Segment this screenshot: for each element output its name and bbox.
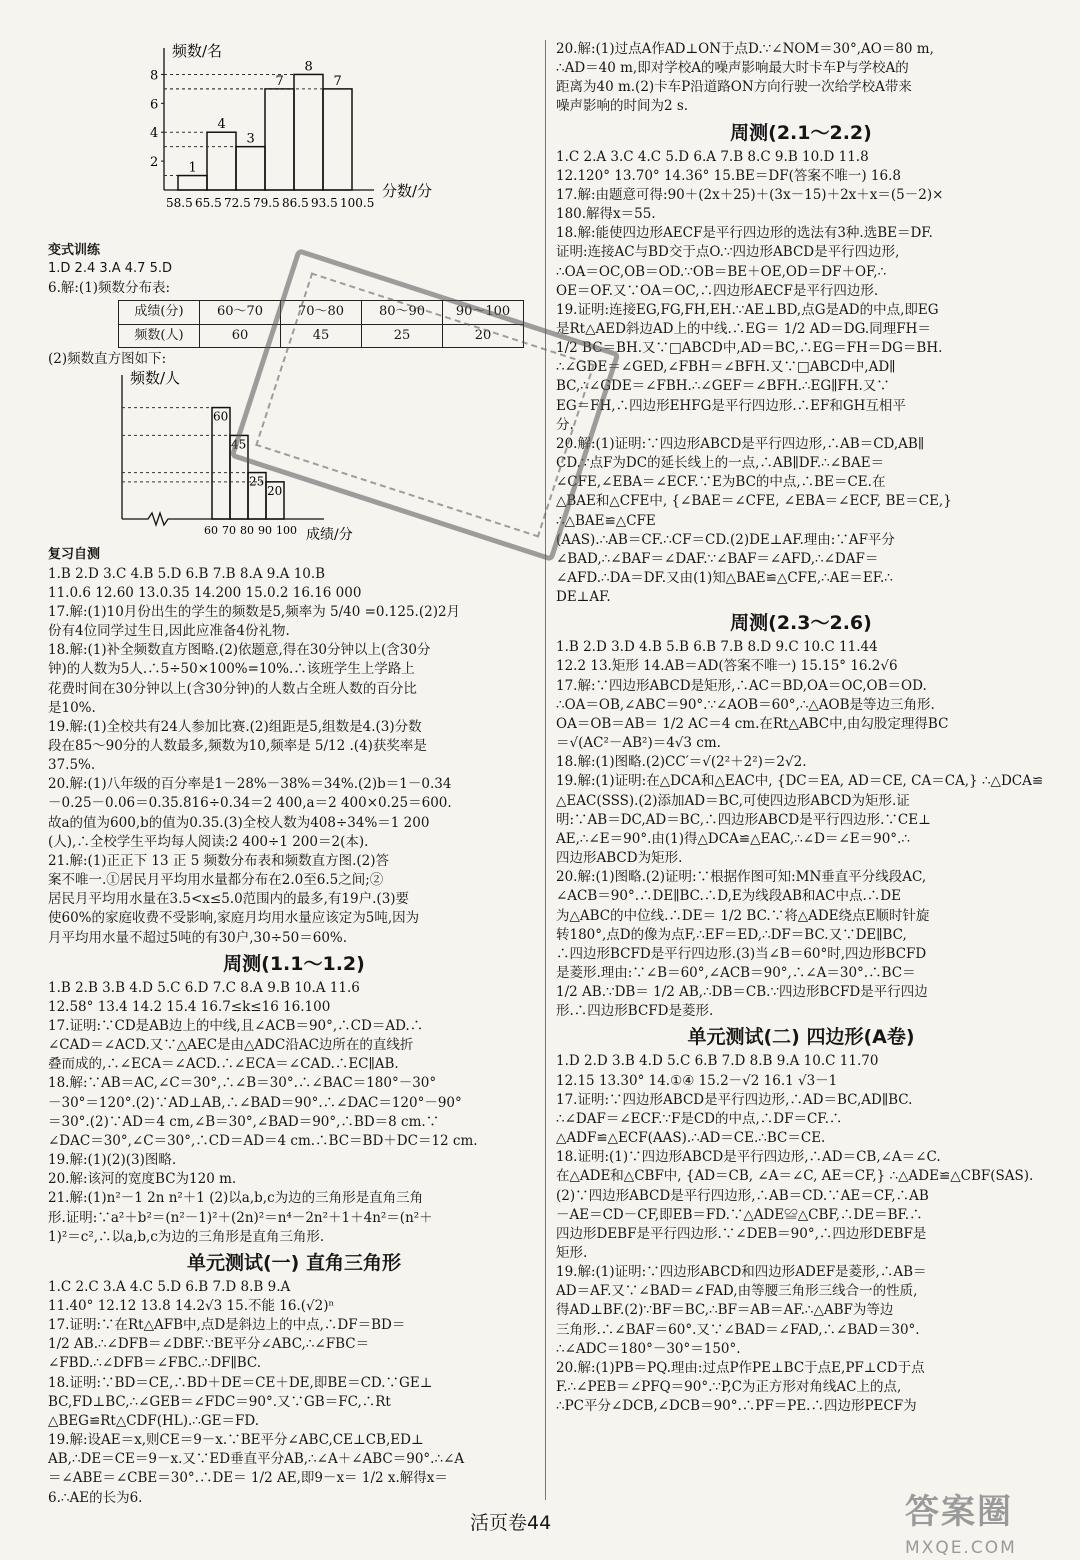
x-axis-label: 成绩/分	[306, 527, 353, 544]
week3-line: ∴四边形BCFD是平行四边形.(3)当∠B＝60°时,四边形BCFD	[556, 945, 927, 962]
week3-line: ＝√(AC²－AB²)＝4√3 cm.	[556, 735, 721, 752]
unit2-line: △ADF≌△ECF(AAS).∴AD＝CE.∴BC＝CE.	[556, 1130, 826, 1147]
table-cell: 25	[362, 324, 443, 347]
unit1-line: ＝∠ABE＝∠CBE＝30°.∴DE＝ 1/2 AE,即9－x＝ 1/2 x.解得x＝	[48, 1470, 448, 1487]
week3-line: OA＝OB＝AB＝ 1/2 AC＝4 cm.在Rt△ABC中,由勾股定理得BC	[556, 715, 949, 732]
week1-title: 周测(1.1～1.2)	[223, 952, 365, 975]
week1-line: 18.解:∵AB＝AC,∠C＝30°,∴∠B＝30°.∴∠BAC＝180°－30°	[48, 1075, 437, 1092]
week1-line: ＝30°.(2)∵AD＝4 cm,∠B＝30°,∠BAD＝90°,∴BD＝8 cm.∵	[48, 1113, 440, 1130]
week3-line: 明:∵AB＝DC,AD＝BC,∴四边形ABCD是平行四边形.∵CE⊥	[556, 811, 931, 828]
table-cell: 20	[443, 324, 524, 347]
review-title: 复习自测	[48, 547, 101, 563]
variant-title: 变式训练	[48, 243, 101, 258]
week3-answers	[556, 638, 1046, 1021]
unit2-line: F.∴∠PEB＝∠PFQ＝90°.∵P,C为正方形对角线AC上的点,	[556, 1379, 902, 1396]
unit2-line: 17.证明:∵四边形ABCD是平行四边形,∴AD＝BC,AD∥BC.	[556, 1091, 913, 1108]
week3-line: 转180°,点D的像为点F,∴EF＝ED,∴DF＝BC.又∵DE∥BC,	[556, 926, 907, 943]
table-cell: 70～80	[281, 301, 362, 324]
frequency-histogram-1	[108, 40, 498, 240]
column-divider	[545, 40, 546, 1500]
week2-answers	[556, 148, 1046, 608]
y-axis-label: 频数/名	[172, 42, 223, 60]
site-watermark	[905, 1488, 1017, 1560]
y-axis-label: 频数/人	[130, 369, 181, 388]
unit2-line: ∴∠ADC＝180°－30°＝150°.	[556, 1340, 741, 1357]
review-line: 11.0.6 12.60 13.0.35 14.200 15.0.2 16.16 000	[48, 584, 362, 601]
week3-line: 四边形ABCD为矩形.	[556, 850, 683, 867]
week2-line: 是Rt△AED斜边AD上的中线.∴EG＝ 1/2 AD＝DG.同理FH＝	[556, 321, 931, 337]
unit1-line: 18.证明:∵BD＝CE,∴BD＋DE＝CE＋DE,即BE＝CD.∵GE⊥	[48, 1374, 433, 1391]
unit1-line: BC,FD⊥BC,∴∠GEB＝∠FDC＝90°.又∵GB＝FC,∴Rt	[48, 1393, 391, 1410]
week3-line: 17.解:∵四边形ABCD是矩形,∴AC＝BD,OA＝OC,OB＝OD.	[556, 677, 927, 694]
unit1-title: 单元测试(一) 直角三角形	[187, 1251, 401, 1274]
x-tick-label: 72.5	[224, 196, 251, 210]
review-line: 使60%的家庭收费不受影响,家庭月均用水量应该定为5吨,因为	[48, 910, 420, 927]
review-line: 月平均用水量不超过5吨的有30户,30÷50＝60%.	[48, 929, 348, 946]
page-footer: 活页卷44	[470, 1512, 552, 1534]
week2-line: BC,∴∠GDE＝∠FBH.∴∠GEF＝∠BFH.∴EG∥FH.又∵	[556, 378, 890, 395]
review-line: 份有4位同学过生日,因此应准备4份礼物.	[48, 623, 290, 640]
unit1-line: 19.解:设AE＝x,则CE＝9－x.∵BE平分∠ABC,CE⊥CB,ED⊥	[48, 1432, 424, 1449]
table-cell: 90～100	[443, 301, 524, 324]
week2-line: ∠BAD,∴∠BAF＝∠DAF.∵∠BAF＝∠AFD,∴∠DAF＝	[556, 550, 879, 567]
week1-line: 叠而成的,∴∠ECA＝∠ACD.∴∠ECA＝∠CAD.∴EC∥AB.	[48, 1056, 399, 1073]
week3-line: 形.∴四边形BCFD是菱形.	[556, 1003, 714, 1020]
bar-value-label: 25	[249, 474, 265, 489]
review-line: 故a的值为600,b的值为0.35.(3)全校人数为408÷34%＝1 200	[48, 814, 430, 831]
histogram-bar	[265, 89, 294, 190]
week1-line: 20.解:该河的宽度BC为120 m.	[48, 1171, 237, 1188]
bar-value-label: 7	[275, 73, 284, 89]
histogram-bar	[236, 147, 265, 190]
x-tick-label: 100	[276, 524, 297, 538]
table-cell: 60	[200, 324, 281, 347]
week2-line: OE＝OF.又∵OA＝OC,∴四边形AECF是平行四边形.	[556, 282, 879, 299]
histogram-bar	[294, 74, 323, 190]
table-cell: 60～70	[200, 301, 281, 324]
week2-line: ∠AFD.∴DA＝DF.又由(1)知△BAE≌△CFE,∴AE＝EF.∴	[556, 570, 893, 587]
bar-value-label: 7	[333, 73, 342, 89]
week1-line: ∠DAC＝30°,∠C＝30°,∴CD＝AD＝4 cm.∴BC＝BD＋DC＝12 cm.	[48, 1132, 478, 1149]
unit1-line: 17.证明:∵在Rt△AFB中,点D是斜边上的中点,∴DF＝BD＝	[48, 1317, 406, 1334]
week2-line: 180.解得x＝55.	[556, 206, 656, 223]
y-tick-label: 8	[150, 68, 159, 84]
unit2-line: 18.证明:(1)∵四边形ABCD是平行四边形,∴AD＝CB,∠A＝∠C.	[556, 1149, 941, 1166]
week1-line: 形.证明:∵a²＋b²＝(n²－1)²＋(2n)²＝n⁴－2n²＋1＋4n²＝(n²＋	[48, 1209, 433, 1226]
week3-line: 18.解:(1)图略.(2)CC′＝√(2²＋2²)＝2√2.	[556, 754, 807, 771]
review-line: 20.解:(1)八年级的百分率是1－28%－38%＝34%.(2)b＝1－0.34	[48, 776, 452, 793]
week1-answers	[48, 979, 540, 1247]
unit1-answers	[48, 1278, 540, 1508]
week3-line: AE,∴∠E＝90°.由(1)得△DCA≌△EAC,∴∠D＝∠E＝90°.∴	[556, 830, 910, 847]
variant-line-1: 1.D 2.4 3.A 4.7 5.D	[48, 261, 173, 277]
week3-line: 1/2 AB.∵DB＝ 1/2 AB,∴DB＝CB.∵四边形BCFD是平行四边	[556, 984, 928, 1001]
review-line: 段在85～90分的人数最多,频数为10,频率是 5/12 .(4)获奖率是	[48, 737, 427, 754]
x-tick-label: 93.5	[311, 196, 338, 210]
review-line: －0.25－0.06＝0.35.816÷0.34＝2 400,a＝2 400×0.25＝600.	[48, 795, 452, 812]
review-line: 1.B 2.D 3.C 4.B 5.D 6.B 7.B 8.A 9.A 10.B	[48, 565, 326, 582]
histogram-bar	[207, 132, 236, 190]
unit2-line: 20.解:(1)PB＝PQ.理由:过点P作PE⊥BC于点E,PF⊥CD于点	[556, 1359, 925, 1376]
y-tick-label: 4	[150, 126, 159, 142]
unit1-line: 6.∴AE的长为6.	[48, 1489, 143, 1506]
week2-line: ∴∠GDE＝∠GED,∠FBH＝∠BFH.又∵□ABCD中,AD∥	[556, 359, 896, 376]
continued-line: ∴AD＝40 m,即对学校A的噪声影响最大时卡车P与学校A的	[556, 60, 909, 77]
week3-line: 是菱形.理由:∵∠B＝60°,∠ACB＝90°,∴∠A＝30°.∴BC＝	[556, 964, 916, 981]
bar-value-label: 45	[231, 437, 247, 452]
bar-value-label: 4	[217, 117, 226, 133]
histogram-bar	[323, 89, 352, 190]
week2-line: 1/2 BC＝BH.又∵□ABCD中,AD＝BC,∴EG＝FH＝DG＝BH.	[556, 340, 943, 357]
continued-line: 20.解:(1)过点A作AD⊥ON于点D.∵∠NOM＝30°,AO＝80 m,	[556, 41, 934, 57]
x-tick-label: 58.5	[166, 196, 193, 210]
week2-line: ∠CFE,∠EBA＝∠ECF.∵E为BC的中点,∴BE＝CE.在	[556, 474, 886, 491]
bar-value-label: 8	[304, 59, 313, 75]
x-tick-label: 90	[258, 524, 272, 538]
continued-line: 噪声影响的时间为2 s.	[556, 98, 689, 115]
unit2-line: 1.D 2.D 3.B 4.D 5.C 6.B 7.D 8.B 9.A 10.C 11.70	[556, 1053, 879, 1070]
week1-line: 19.解:(1)(2)(3)图略.	[48, 1152, 177, 1169]
week3-line: 19.解:(1)证明:在△DCA和△EAC中, {DC＝EA, AD＝CE, CA＝CA,} ∴△DCA≌	[556, 773, 1044, 790]
week2-line: CD.∵点F为DC的延长线上的一点,∴AB∥DF.∴∠BAE＝	[556, 455, 885, 472]
table-cell: 80～90	[362, 301, 443, 324]
review-line: 19.解:(1)全校共有24人参加比赛.(2)组距是5,组数是4.(3)分数	[48, 718, 422, 735]
week1-line: 21.解:(1)n²－1 2n n²＋1 (2)以a,b,c为边的三角形是直角三角	[48, 1190, 424, 1207]
unit1-line: 11.40° 12.12 13.8 14.2√3 15.不能 16.(√2)ⁿ	[48, 1297, 335, 1314]
x-tick-label: 100.5	[340, 196, 375, 210]
week2-line: 17.解:由题意可得:90＋(2x＋25)＋(3x－15)＋2x＋x＝(5－2)×	[556, 186, 944, 203]
week1-line: ∠CAD＝∠ACD.又∵△AEC是由△ADC沿AC边所在的直线折	[48, 1037, 414, 1054]
week2-line: 1.C 2.A 3.C 4.C 5.D 6.A 7.B 8.C 9.B 10.D 11.8	[556, 148, 869, 165]
review-answers	[48, 565, 540, 948]
week2-title: 周测(2.1～2.2)	[730, 121, 872, 144]
x-tick-label: 86.5	[282, 196, 309, 210]
unit2-line: 三角形.∴∠BAF＝60°.又∵∠BAD＝∠FAD,∴∠BAD＝30°.	[556, 1321, 920, 1338]
y-tick-label: 2	[150, 155, 159, 171]
week3-title: 周测(2.3～2.6)	[730, 612, 872, 635]
week3-line: 20.解:(1)图略.(2)证明:∵根据作图可知:MN垂直平分线段AC,	[556, 869, 927, 886]
x-tick-label: 79.5	[253, 196, 280, 210]
bar-value-label: 3	[246, 131, 255, 147]
review-line: 花费时间在30分钟以上(含30分钟)的人数占全班人数的百分比	[48, 680, 417, 697]
unit2-line: ∴∠DAF＝∠ECF.∵F是CD的中点,∴DF＝CF.∴	[556, 1110, 843, 1127]
unit1-line: △BEG≌Rt△CDF(HL).∴GE＝FD.	[48, 1412, 260, 1429]
table-cell: 45	[281, 324, 362, 347]
variant-line-2: 6.解:(1)频数分布表:	[48, 279, 171, 296]
left-column	[48, 0, 540, 1508]
review-line: 21.解:(1)正正下 13 正 5 频数分布表和频数直方图.(2)答	[48, 852, 389, 869]
week3-line: △EAC(SSS).(2)添加AD＝BC,可使四边形ABCD为矩形.证	[556, 792, 910, 809]
bar-value-label: 20	[267, 483, 283, 498]
week3-line: 为△ABC的中位线.∴DE＝ 1/2 BC.∵将△ADE绕点E顺时针旋	[556, 907, 930, 924]
week3-line: ∠ACB＝90°.∴DE∥BC.∴D,E为线段AB和AC中点.∴DE	[556, 888, 901, 905]
review-line: 37.5%.	[48, 757, 96, 774]
week2-line: 19.证明:连接EG,FG,FH,EH.∵AE⊥BD,点G是AD的中点,即EG	[556, 301, 939, 318]
unit2-line: 得AD⊥BF.(2)∵BF＝BC,∴BF＝AB＝AF.∴△ABF为等边	[556, 1302, 894, 1319]
table-cell: 频数(人)	[119, 324, 200, 347]
week2-line: (AAS).∴AB＝CF.∴CF＝CD.(2)DE⊥AF.理由:∵AF平分	[556, 531, 895, 548]
x-tick-label: 60	[204, 524, 218, 538]
watermark-logo: 答案圈	[905, 1492, 1013, 1532]
review-line: 18.解:(1)补全频数直方图略.(2)依题意,得在30分钟以上(含30分	[48, 642, 431, 659]
week3-line: 12.2 13.矩形 14.AB＝AD(答案不唯一) 15.15° 16.2√6	[556, 658, 898, 675]
week3-line: 1.B 2.D 3.D 4.B 5.B 6.B 7.B 8.D 9.C 10.C 11.44	[556, 639, 878, 656]
x-tick-label: 80	[240, 524, 254, 538]
unit2-title: 单元测试(二) 四边形(A卷)	[687, 1026, 915, 1049]
review-line: 是10%.	[48, 699, 96, 716]
watermark-url: MXQE.COM	[905, 1538, 1017, 1559]
week1-line: 1)²＝c²,∴以a,b,c为边的三角形是直角三角形.	[48, 1228, 325, 1245]
unit2-line: AD＝AF.又∵∠BAD＝∠FAD,由等腰三角形三线合一的性质,	[556, 1283, 918, 1300]
histogram-bar	[212, 408, 230, 519]
week2-line: 12.120° 13.70° 14.36° 15.BE＝DF(答案不唯一) 16.8	[556, 167, 901, 184]
week2-line: DE⊥AF.	[556, 589, 611, 606]
unit2-line: 矩形.	[556, 1244, 588, 1261]
continued-answers	[556, 40, 1046, 117]
review-line: 居民月平均用水量在3.5<x≤5.0范围内的最多,有19户.(3)要	[48, 891, 410, 908]
week2-line: ∴OA＝OC,OB＝OD.∵OB＝BE＋OE,OD＝DF＋OF,∴	[556, 263, 887, 280]
histogram-bar	[178, 176, 207, 190]
unit2-line: 19.解:(1)证明:∵四边形ABCD和四边形ADEF是菱形,∴AB＝	[556, 1264, 927, 1281]
week1-line: 1.B 2.B 3.B 4.D 5.C 6.D 7.C 8.A 9.B 10.A 11.6	[48, 979, 360, 996]
unit1-line: 1.C 2.C 3.A 4.C 5.D 6.B 7.D 8.B 9.A	[48, 1278, 291, 1295]
x-tick-label: 70	[222, 524, 236, 538]
week1-line: 17.证明:∵CD是AB边上的中线,且∠ACB＝90°,∴CD＝AD.∴	[48, 1017, 424, 1034]
unit1-line: 1/2 AB.∴∠DFB＝∠DBF.∵BE平分∠ABC,∴∠FBC＝	[48, 1336, 370, 1353]
right-column	[556, 40, 1046, 1416]
unit2-line: －AE＝CD－CF,即EB＝FD.∵△ADE≌△CBF,∴DE＝BF.∴	[556, 1206, 923, 1223]
week2-line: 证明:连接AC与BD交于点O.∵四边形ABCD是平行四边形,	[556, 244, 900, 261]
unit2-line: ∴PC平分∠DCB,∠DCB＝90°.∴PF＝PE.∴四边形PECF为	[556, 1398, 917, 1415]
bar-value-label: 1	[188, 160, 197, 176]
week2-line: EG＝FH,∴四边形EHFG是平行四边形.∴EF和GH互相平	[556, 397, 906, 414]
week2-line: 分.	[556, 416, 574, 433]
review-line: 钟)的人数为5人.∴5÷50×100%=10%.∴该班学生上学路上	[48, 661, 415, 678]
unit2-line: 12.15 13.30° 14.①④ 15.2－√2 16.1 √3－1	[556, 1072, 838, 1089]
continued-line: 距离为40 m.(2)卡车P沿道路ON方向行驶一次给学校A带来	[556, 79, 912, 96]
unit2-line: 在△ADE和△CBF中, {AD＝CB, ∠A＝∠C, AE＝CF,} ∴△ADE≌△CBF(SAS).	[556, 1168, 1034, 1185]
unit1-line: ∠FBD.∴∠DFB＝∠FBC.∴DF∥BC.	[48, 1355, 262, 1372]
bar-value-label: 60	[213, 409, 229, 424]
table-cell: 成绩(分)	[119, 301, 200, 324]
week2-line: 18.解:能使四边形AECF是平行四边形的选法有3种.选BE＝DF.	[556, 225, 933, 242]
week3-line: ∴OA＝OB,∠ABC＝90°.∵∠AOB＝60°,∴△AOB是等边三角形.	[556, 696, 935, 713]
unit2-answers	[556, 1052, 1046, 1416]
x-axis-label: 分数/分	[382, 182, 433, 200]
week2-line: △BAE和△CFE中, {∠BAE＝∠CFE, ∠EBA＝∠ECF, BE＝CE,} ∴△BAE≌△CFE	[556, 493, 952, 529]
review-line: 案不唯一.①居民月平均用水量都分布在2.0至6.5之间;②	[48, 872, 384, 889]
y-tick-label: 6	[150, 97, 159, 113]
unit1-line: AB,∴DE＝CE＝9－x.又∵ED垂直平分AB,∴∠A＋∠ABC＝90°.∴∠A	[48, 1451, 465, 1468]
variant-line-3: (2)频数直方图如下:	[48, 350, 167, 367]
review-line: 17.解:(1)10月份出生的学生的频数是5,频率为 5/40 =0.125.(2)2月	[48, 603, 461, 620]
unit2-line: (2)∵四边形ABCD是平行四边形,∴AB＝CD.∵AE＝CF,∴AB	[556, 1187, 929, 1204]
x-tick-label: 65.5	[195, 196, 222, 210]
week2-line: 20.解:(1)证明:∵四边形ABCD是平行四边形,∴AB＝CD,AB∥	[556, 435, 925, 452]
review-line: (人),∴全校学生平均每人阅读:2 400÷1 200＝2(本).	[48, 833, 369, 850]
week1-line: －30°＝120°.(2)∵AD⊥AB,∴∠BAD＝90°.∴∠DAC＝120°－90°	[48, 1094, 462, 1111]
week1-line: 12.58° 13.4 14.2 15.4 16.7≤k≤16 16.100	[48, 998, 331, 1015]
unit2-line: 四边形DEBF是平行四边形.∵∠DEB＝90°,∴四边形DEBF是	[556, 1225, 927, 1242]
